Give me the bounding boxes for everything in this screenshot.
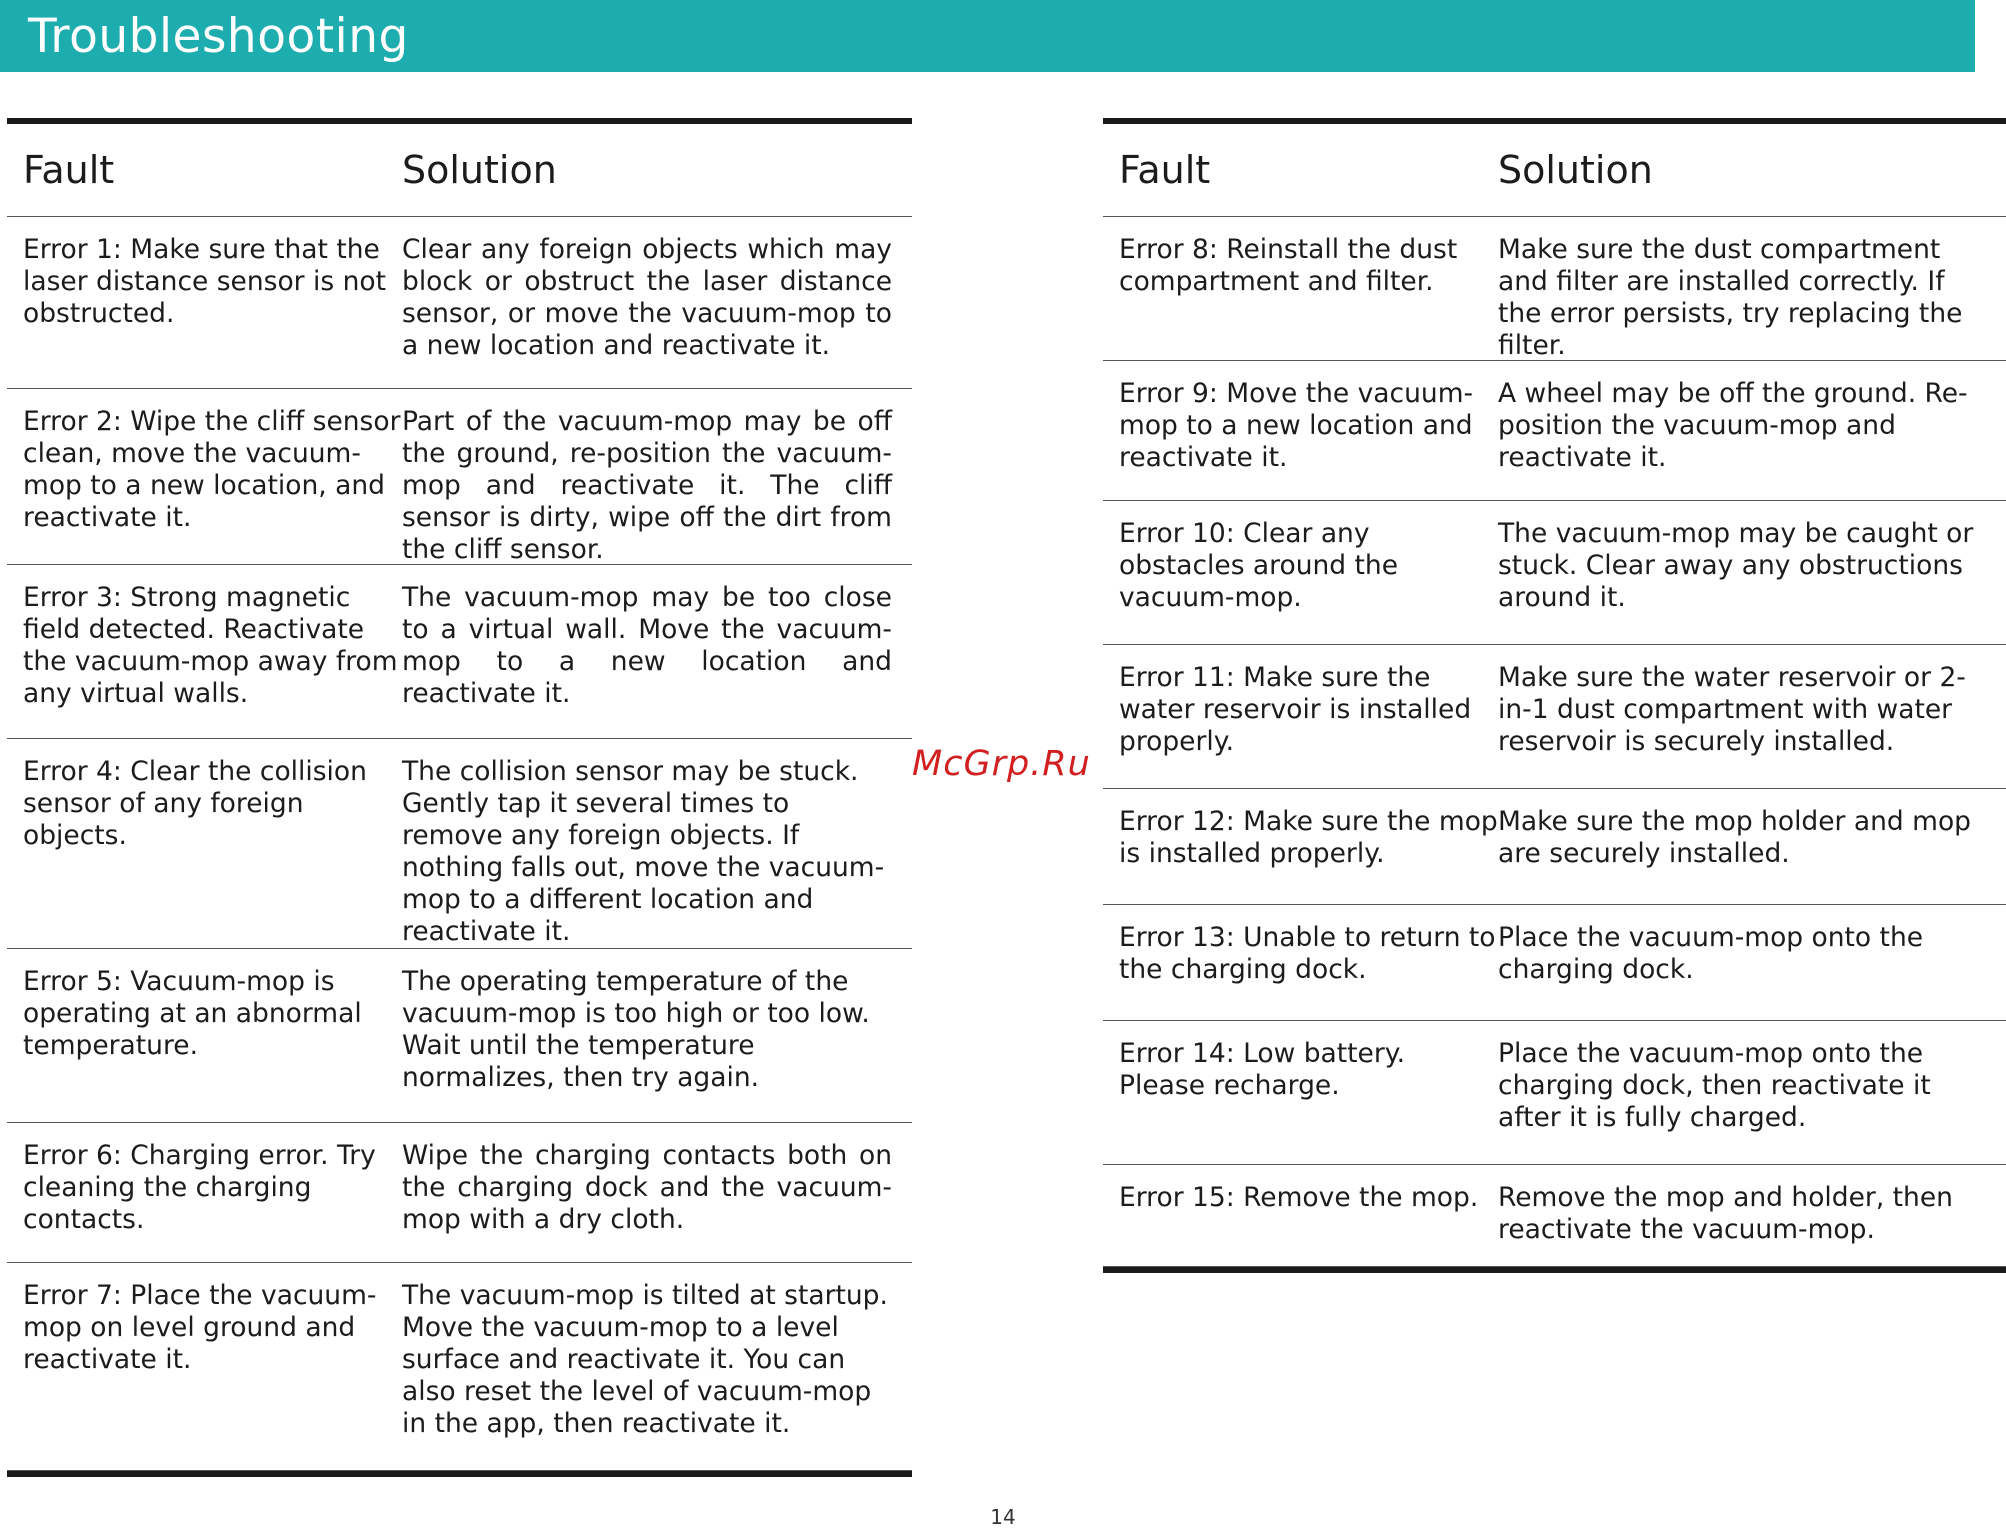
table-row <box>1103 217 2006 361</box>
fault-column-header: Fault <box>23 148 115 192</box>
fault-cell: Error 4: Clear the collision sensor of any foreign objects. <box>23 756 367 851</box>
table-row <box>1103 789 2006 905</box>
solution-column-header: Solution <box>1498 148 1653 192</box>
solution-cell: Place the vacuum-mop onto the charging dock, then reactivate it after it is fully charged. <box>1498 1038 1931 1133</box>
fault-cell: Error 14: Low battery. Please recharge. <box>1119 1038 1406 1101</box>
table-row <box>1103 501 2006 645</box>
solution-cell: Make sure the dust compartment and filter are installed correctly. If the error persists, try replacing the filter. <box>1498 234 1963 361</box>
table-header <box>1103 124 2006 217</box>
solution-cell: Wipe the charging contacts both on the charging dock and the vacuum-mop with a dry cloth. <box>402 1140 892 1235</box>
title-banner <box>0 0 1975 72</box>
table-row <box>7 739 912 949</box>
table-row <box>1103 645 2006 789</box>
table-row <box>7 565 912 739</box>
table-row <box>1103 361 2006 501</box>
solution-cell: Place the vacuum-mop onto the charging dock. <box>1498 922 1924 985</box>
table-bottom-rule <box>7 1471 912 1477</box>
table-row <box>1103 1021 2006 1165</box>
solution-cell: The vacuum-mop may be too close to a virtual wall. Move the vacuum-mop to a new location and reactivate it. <box>402 582 892 709</box>
table-row <box>7 1263 912 1471</box>
solution-column-header: Solution <box>402 148 557 192</box>
solution-cell: Part of the vacuum-mop may be off the ground, re-position the vacuum-mop and reactivate it. The cliff sensor is dirty, wipe off the dirt from the cliff sensor. <box>402 406 892 565</box>
page-number: 14 <box>990 1505 1016 1529</box>
table-bottom-rule <box>1103 1267 2006 1273</box>
fault-cell: Error 9: Move the vacuum-mop to a new location and reactivate it. <box>1119 378 1474 473</box>
solution-cell: The vacuum-mop may be caught or stuck. Clear away any obstructions around it. <box>1498 518 1974 613</box>
fault-cell: Error 6: Charging error. Try cleaning the charging contacts. <box>23 1140 376 1235</box>
table-row <box>7 1123 912 1263</box>
fault-column-header: Fault <box>1119 148 1211 192</box>
fault-cell: Error 1: Make sure that the laser distance sensor is not obstructed. <box>23 234 386 329</box>
solution-cell: Remove the mop and holder, then reactivate the vacuum-mop. <box>1498 1182 1953 1245</box>
solution-cell: The vacuum-mop is tilted at startup. Move the vacuum-mop to a level surface and reactivate it. You can also reset the level of vacuum-mop in the app, then reactivate it. <box>402 1280 888 1439</box>
fault-cell: Error 3: Strong magnetic field detected. Reactivate the vacuum-mop away from any virtual walls. <box>23 582 398 709</box>
fault-table-left <box>7 118 912 1477</box>
solution-cell: The collision sensor may be stuck. Gently tap it several times to remove any foreign objects. If nothing falls out, move the vacuum-mop to a different location and reactivate it. <box>402 756 885 947</box>
solution-cell: Make sure the mop holder and mop are securely installed. <box>1498 806 1972 869</box>
solution-cell: A wheel may be off the ground. Re-position the vacuum-mop and reactivate it. <box>1498 378 1968 473</box>
watermark-text: McGrp.Ru <box>912 744 1091 784</box>
solution-cell: Make sure the water reservoir or 2-in-1 dust compartment with water reservoir is securely installed. <box>1498 662 1966 757</box>
fault-cell: Error 7: Place the vacuum-mop on level ground and reactivate it. <box>23 1280 377 1375</box>
fault-cell: Error 2: Wipe the cliff sensor clean, move the vacuum-mop to a new location, and reactivate it. <box>23 406 401 533</box>
table-row <box>1103 905 2006 1021</box>
table-header <box>7 124 912 217</box>
fault-cell: Error 11: Make sure the water reservoir is installed properly. <box>1119 662 1472 757</box>
table-row <box>7 389 912 565</box>
page-title: Troubleshooting <box>28 8 409 64</box>
table-row <box>7 217 912 389</box>
fault-cell: Error 10: Clear any obstacles around the vacuum-mop. <box>1119 518 1399 613</box>
solution-cell: The operating temperature of the vacuum-mop is too high or too low. Wait until the temperature normalizes, then try again. <box>402 966 870 1093</box>
fault-cell: Error 12: Make sure the mop is installed properly. <box>1119 806 1498 869</box>
table-row <box>1103 1165 2006 1267</box>
solution-cell: Clear any foreign objects which may block or obstruct the laser distance sensor, or move the vacuum-mop to a new location and reactivate it. <box>402 234 892 361</box>
fault-table-right <box>1103 118 2006 1273</box>
fault-cell: Error 13: Unable to return to the charging dock. <box>1119 922 1496 985</box>
table-row <box>7 949 912 1123</box>
fault-cell: Error 5: Vacuum-mop is operating at an abnormal temperature. <box>23 966 362 1061</box>
fault-cell: Error 15: Remove the mop. <box>1119 1182 1479 1213</box>
fault-cell: Error 8: Reinstall the dust compartment and filter. <box>1119 234 1458 297</box>
